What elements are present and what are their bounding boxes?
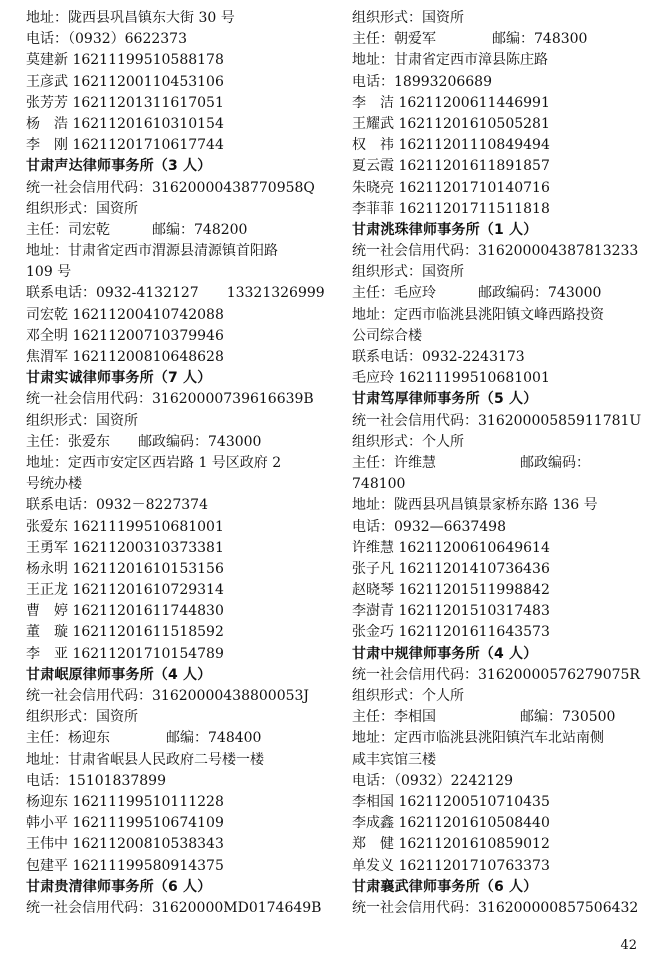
text-line: 组织形式：国资所 bbox=[352, 10, 464, 26]
text-line: 李澍青 16211201510317483 bbox=[352, 603, 550, 620]
text-line: 莫建新 16211199510588178 bbox=[26, 52, 224, 69]
text-line: 组织形式：国资所 bbox=[26, 709, 138, 726]
firm-heading: 甘肃笃厚律师事务所（5 人） bbox=[352, 391, 538, 408]
text-line: 王彦武 16211200110453106 bbox=[26, 73, 224, 90]
page-number: 42 bbox=[620, 938, 637, 953]
text-line: 电话：0932—6637498 bbox=[352, 518, 506, 535]
text-line: 张子凡 16211201410736436 bbox=[352, 560, 550, 577]
text-line: 主任：杨迎东 邮编：748400 bbox=[26, 730, 262, 747]
text-line: 李成鑫 16211201610508440 bbox=[352, 815, 550, 832]
text-line: 李 洁 16211200611446991 bbox=[352, 94, 550, 111]
text-line: 主任：朝爱军 邮编：748300 bbox=[352, 31, 588, 48]
firm-heading: 甘肃洮珠律师事务所（1 人） bbox=[352, 221, 538, 238]
text-line: 王耀武 16211201610505281 bbox=[352, 115, 550, 132]
text-line: 地址：陇西县巩昌镇景家桥东路 136 号 bbox=[352, 497, 598, 514]
text-line: 统一社会信用代码：31620000739616639B bbox=[26, 391, 314, 408]
text-line: 统一社会信用代码：316200004387813233 bbox=[352, 243, 639, 260]
text-line: 联系电话：0932-4132127 13321326999 bbox=[26, 285, 325, 302]
text-line: 地址：定西市临洮县洮阳镇汽车北站南侧 bbox=[352, 730, 604, 747]
text-line: 统一社会信用代码：31620000585911781U bbox=[352, 412, 642, 429]
text-line: 109 号 bbox=[26, 264, 72, 281]
text-line: 韩小平 16211199510674109 bbox=[26, 815, 224, 832]
text-line: 电话：18993206689 bbox=[352, 73, 492, 90]
text-line: 许维慧 16211200610649614 bbox=[352, 539, 550, 556]
firm-heading: 甘肃中规律师事务所（4 人） bbox=[352, 645, 538, 662]
text-line: 组织形式：国资所 bbox=[26, 200, 138, 217]
right-column bbox=[352, 8, 670, 919]
text-line: 毛应玲 16211199510681001 bbox=[352, 370, 550, 387]
text-line: 地址：甘肃省定西市渭源县清源镇首阳路 bbox=[26, 243, 278, 260]
text-line: 地址：陇西县巩昌镇东大街 30 号 bbox=[26, 10, 235, 26]
text-line: 朱晓亮 16211201710140716 bbox=[352, 179, 550, 196]
text-line: 地址：定西市安定区西岩路 1 号区政府 2 bbox=[26, 454, 282, 471]
text-line: 电话：（0932）2242129 bbox=[352, 772, 513, 789]
firm-heading: 甘肃岷原律师事务所（4 人） bbox=[26, 666, 212, 683]
text-line: 统一社会信用代码：31620000576279075R bbox=[352, 666, 640, 683]
text-line: 王勇军 16211200310373381 bbox=[26, 539, 224, 556]
text-line: 主任：李相国 邮编：730500 bbox=[352, 709, 616, 726]
text-line: 李相国 16211200510710435 bbox=[352, 793, 550, 810]
firm-heading: 甘肃襄武律师事务所（6 人） bbox=[352, 878, 538, 895]
text-line: 邓全明 16211200710379946 bbox=[26, 327, 224, 344]
text-line: 组织形式：个人所 bbox=[352, 433, 464, 450]
text-line: 电话：15101837899 bbox=[26, 772, 166, 789]
text-line: 组织形式：国资所 bbox=[26, 412, 138, 429]
text-line: 权 祎 16211201110849494 bbox=[352, 137, 550, 154]
left-column bbox=[26, 8, 344, 919]
text-line: 杨永明 16211201610153156 bbox=[26, 560, 224, 577]
text-line: 张爱东 16211199510681001 bbox=[26, 518, 224, 535]
text-line: 号统办楼 bbox=[26, 476, 82, 493]
text-line: 张芳芳 16211201311617051 bbox=[26, 94, 224, 111]
text-line: 主任：毛应玲 邮政编码：743000 bbox=[352, 285, 602, 302]
text-line: 组织形式：个人所 bbox=[352, 688, 464, 704]
firm-heading: 甘肃实诚律师事务所（7 人） bbox=[26, 370, 212, 387]
text-line: 夏云霞 16211201611891857 bbox=[352, 158, 550, 175]
text-line: 主任：许维慧 邮政编码： bbox=[352, 454, 590, 471]
text-line: 杨 浩 16211201610310154 bbox=[26, 115, 224, 132]
firm-heading: 甘肃声达律师事务所（3 人） bbox=[26, 158, 212, 175]
text-line: 王伟中 16211200810538343 bbox=[26, 836, 224, 853]
text-line: 赵晓琴 16211201511998842 bbox=[352, 582, 550, 599]
firm-heading: 甘肃贵清律师事务所（6 人） bbox=[26, 878, 212, 895]
text-line: 司宏乾 16211200410742088 bbox=[26, 306, 224, 323]
text-line: 李 刚 16211201710617744 bbox=[26, 137, 224, 154]
text-line: 联系电话：0932－8227374 bbox=[26, 497, 208, 514]
text-line: 焦渭军 16211200810648628 bbox=[26, 349, 224, 365]
text-line: 统一社会信用代码：31620000438770958Q bbox=[26, 179, 315, 196]
text-line: 组织形式：国资所 bbox=[352, 264, 464, 281]
text-line: 地址：甘肃省岷县人民政府二号楼一楼 bbox=[26, 751, 264, 768]
text-line: 包建平 16211199580914375 bbox=[26, 857, 224, 874]
text-line: 748100 bbox=[352, 476, 406, 493]
text-line: 电话：（0932）6622373 bbox=[26, 31, 187, 48]
text-line: 主任：张爱东 邮政编码：743000 bbox=[26, 433, 262, 450]
text-line: 咸丰宾馆三楼 bbox=[352, 751, 436, 768]
text-line: 张金巧 16211201611643573 bbox=[352, 624, 550, 641]
text-line: 王正龙 16211201610729314 bbox=[26, 582, 224, 599]
text-line: 董 璇 16211201611518592 bbox=[26, 624, 224, 641]
text-line: 联系电话：0932-2243173 bbox=[352, 349, 525, 365]
text-line: 地址：甘肃省定西市漳县陈庄路 bbox=[352, 52, 548, 69]
text-line: 郑 健 16211201610859012 bbox=[352, 836, 550, 853]
text-line: 李 亚 16211201710154789 bbox=[26, 645, 224, 662]
text-line: 单发义 16211201710763373 bbox=[352, 857, 550, 874]
text-line: 统一社会信用代码：316200000857506432 bbox=[352, 899, 639, 916]
text-line: 李菲菲 16211201711511818 bbox=[352, 200, 550, 217]
text-line: 地址：定西市临洮县洮阳镇文峰西路投资 bbox=[352, 306, 604, 323]
text-line: 杨迎东 16211199510111228 bbox=[26, 793, 224, 810]
text-line: 统一社会信用代码：31620000438800053J bbox=[26, 688, 310, 704]
text-line: 统一社会信用代码：31620000MD0174649B bbox=[26, 899, 322, 916]
text-line: 主任：司宏乾 邮编：748200 bbox=[26, 221, 248, 238]
text-line: 曹 婷 16211201611744830 bbox=[26, 603, 224, 620]
text-line: 公司综合楼 bbox=[352, 327, 422, 344]
